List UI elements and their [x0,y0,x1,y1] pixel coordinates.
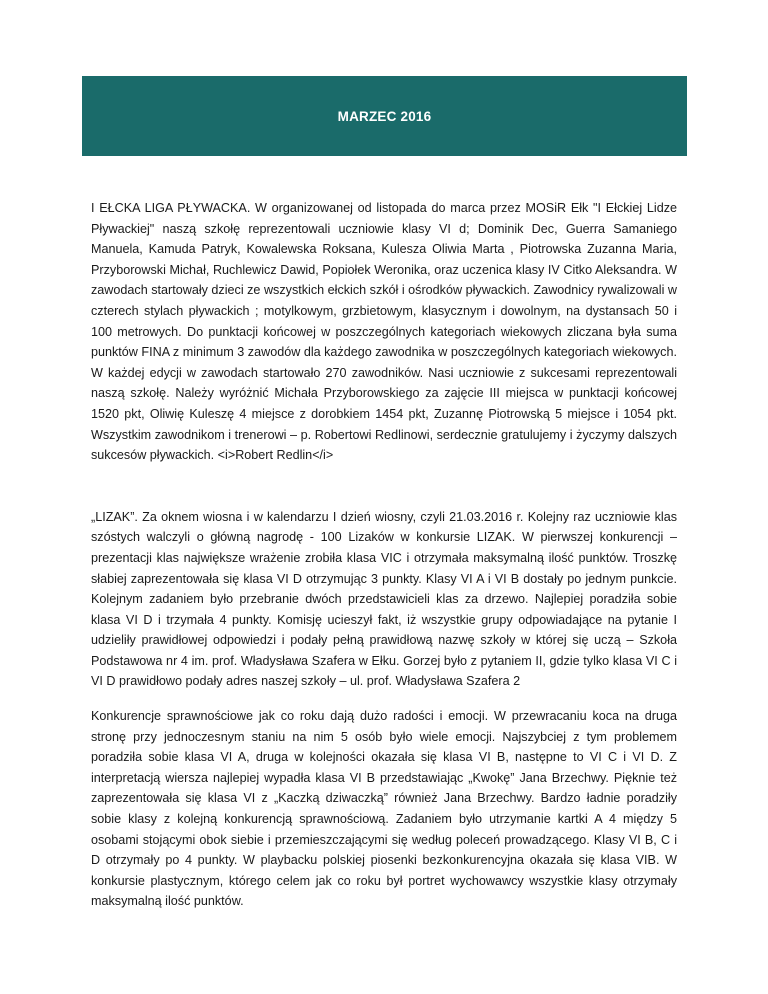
paragraph-swimming-league: I EŁCKA LIGA PŁYWACKA. W organizowanej od listopada do marca przez MOSiR Ełk "I Ełckiej Lidze Pływackiej" naszą szkołę reprezentowali uczniowie klasy VI d; Dominik Dec, Guerra Samaniego Manuela, Kamuda Patryk, Kowalewska Roksana, Kulesza Oliwia Marta , Piotrowska Zuzanna Maria, Przyborowski Michał, Ruchlewicz Dawid, Popiołek Weronika, oraz uczenica klasy IV Citko Aleksandra. W zawodach startowały dzieci ze wszystkich ełckich szkół i ośrodków pływackich. Zawodnicy rywalizowali w czterech stylach pływackich ; motylkowym, grzbietowym, klasycznym i dowolnym, na dystansach 50 i 100 metrowych. Do punktacji końcowej w poszczególnych kategoriach wiekowych zliczana była suma punktów FINA z minimum 3 zawodów dla każdego zawodnika w poszczególnych kategoriach wiekowych. W każdej edycji w zawodach startowało 270 zawodników. Nasi uczniowie z sukcesami reprezentowali naszą szkołę. Należy wyróżnić Michała Przyborowskiego za zajęcie III miejsca w punktacji końcowej 1520 pkt, Oliwię Kuleszę 4 miejsce z dorobkiem 1454 pkt, Zuzannę Piotrowską 5 miejsce i 1054 pkt. Wszystkim zawodnikom i trenerowi – p. Robertowi Redlinowi, serdecznie gratulujemy i życzymy dalszych sukcesów pływackich. <i>Robert Redlin</i> [91,201,677,463]
paragraph-fitness-competitions: Konkurencje sprawnościowe jak co roku dają dużo radości i emocji. W przewracaniu koca na druga stronę przy jednoczesnym staniu na nim 5 osób było wiele emocji. Najszybciej z tym problemem poradziła sobie klasa VI A, druga w kolejności okazała się klasa VI B, następne to VI C i VI D. Z interpretacją wiersza najlepiej wypadła klasa VI B przedstawiając „Kwokę” Jana Brzechwy. Pięknie też zaprezentowała się klasa VI z „Kaczką dziwaczką” również Jana Brzechwy. Bardzo ładnie poradziły sobie klasy z kolejną konkurencją sprawnościową. Zadaniem było utrzymanie kartki A 4 między 5 osobami stojącymi obok siebie i przemieszczającymi się według poleceń prowadzącego. Klasy VI B, C i D otrzymały po 4 punkty. W playbacku polskiej piosenki bezkonkurencyjna okazała się klasa VIB. W konkursie plastycznym, którego celem jak co roku był portret wychowawcy wszystkie klasy otrzymały maksymalną ilość punktów. [91,709,677,909]
page-title: MARZEC 2016 [337,108,432,124]
header-banner [82,76,687,156]
article-body [91,198,677,912]
paragraph-lizak-contest: „LIZAK”. Za oknem wiosna i w kalendarzu I dzień wiosny, czyli 21.03.2016 r. Kolejny raz uczniowie klas szóstych walczyli o główną nagrodę - 100 Lizaków w konkursie LIZAK. W pierwszej konkurencji – prezentacji klas największe wrażenie zrobiła klasa VIC i otrzymała maksymalną ilość punktów. Troszkę słabiej zaprezentowała się klasa VI D otrzymując 3 punkty. Klasy VI A i VI B dostały po jednym punkcie. Kolejnym zadaniem było przebranie dwóch przedstawicieli klas za drzewo. Najlepiej poradziła sobie klasa VI D i trzymała 4 punkty. Komisję ucieszył fakt, iż wszystkie grupy odpowiadające na pytanie I udzieliły prawidłowej odpowiedzi i podały pełną prawidłową nazwę szkoły w której się uczą – Szkoła Podstawowa nr 4 im. prof. Władysława Szafera w Ełku. Gorzej było z pytaniem II, gdzie tylko klasa VI C i VI D prawidłowo podały adres naszej szkoły – ul. prof. Władysława Szafera 2 [91,509,677,689]
